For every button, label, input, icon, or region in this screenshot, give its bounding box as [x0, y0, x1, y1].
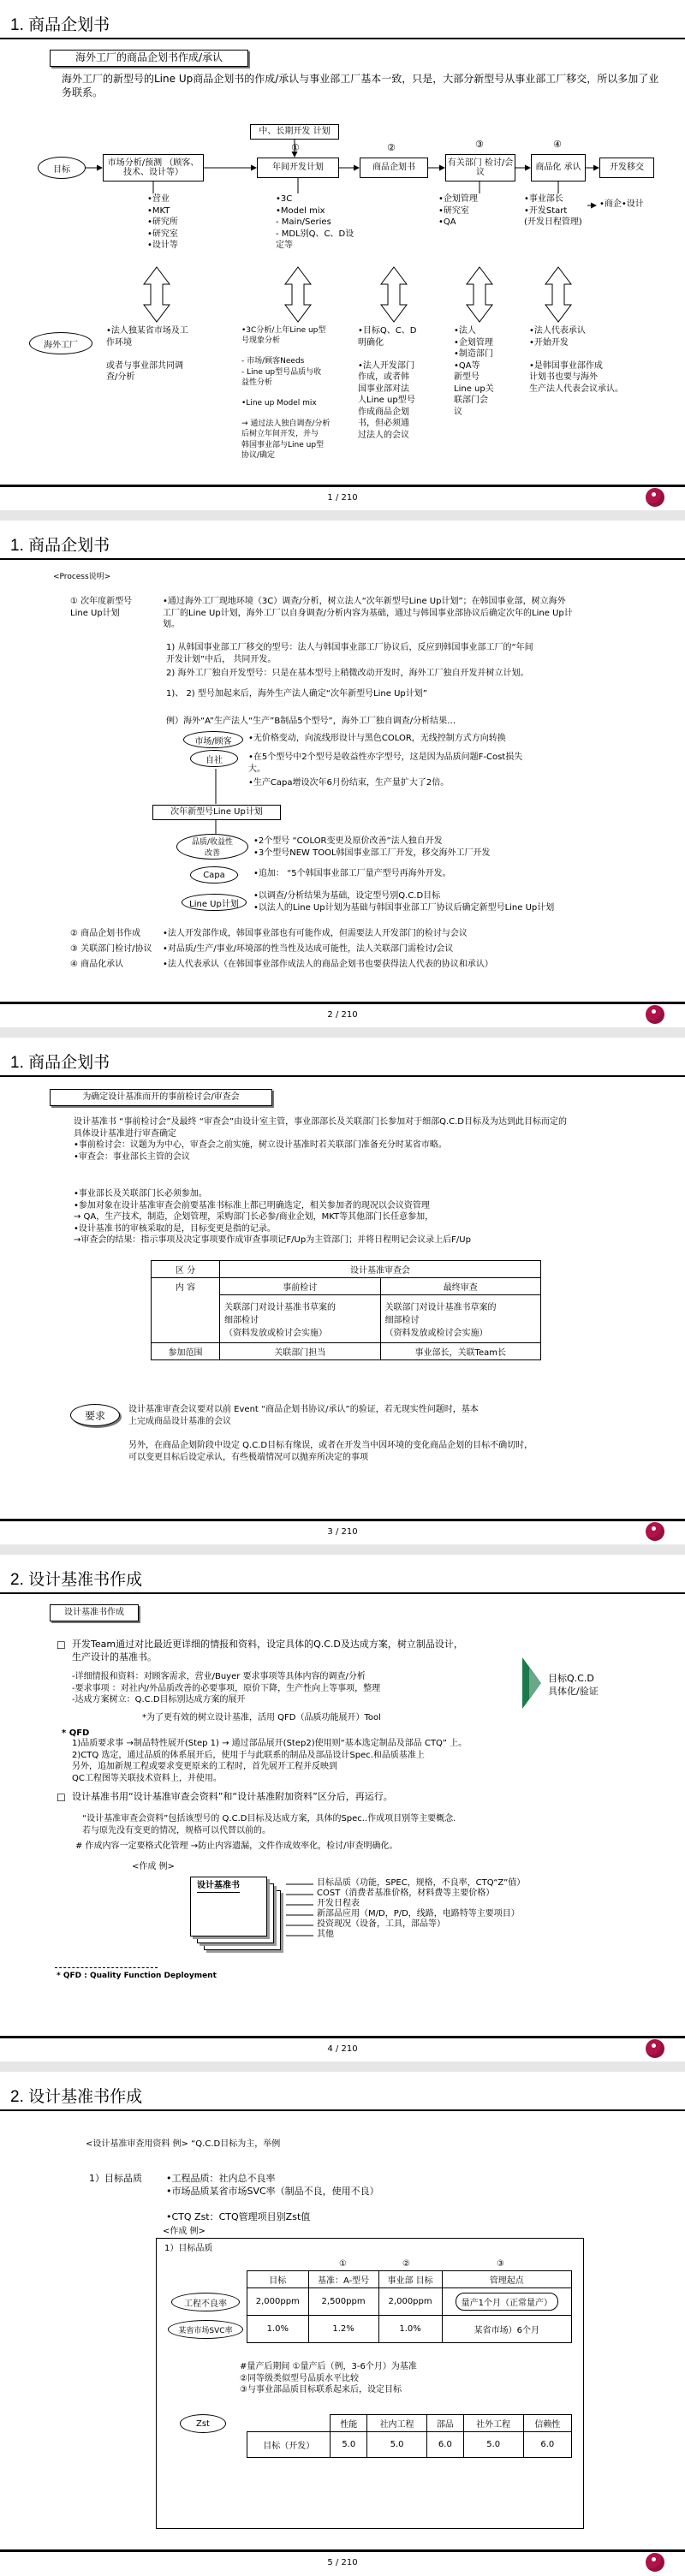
- lg-logo-icon: [646, 1522, 664, 1541]
- table-cell: 参加范围: [152, 1343, 220, 1360]
- footnote: * QFD : Quality Function Deployment: [57, 1972, 217, 1980]
- step-num-1: ①: [291, 142, 300, 153]
- step-num-2: ②: [387, 142, 396, 153]
- example-oval-lineup: Line Up计划: [182, 894, 247, 911]
- subtitle-box: 海外工厂的商品企划书作成/承认: [50, 50, 248, 67]
- example-label: <作成 例>: [163, 2227, 206, 2236]
- lg-logo-icon: [646, 1005, 664, 1024]
- table-cell: 5.0: [331, 2432, 367, 2458]
- table-cell: 基准：A-型号: [308, 2271, 378, 2288]
- bottom-col1: •法人独某省市场及工 作环境 或者与事业部共同调 查/分析: [106, 326, 188, 382]
- slide-3: [0, 1038, 685, 1544]
- col2-text: •3C •Model mix - Main/Series - MDL别Q、C、D设 定等: [276, 194, 354, 250]
- quality-table: [247, 2270, 572, 2343]
- table-cell: 2,500ppm: [308, 2288, 378, 2316]
- slide-title: 1. 商品企划书: [10, 1054, 110, 1072]
- example-t1: •无价格变动，向流线形设计与黑色COLOR，无线控制方式方向转换: [248, 734, 506, 743]
- notes: #量产后期间 ①量产后（例，3-6个月）为基准 ②同等级类似型号品质水平比较 ③与事业部品质目标联系起来后，设定目标: [240, 2362, 417, 2395]
- num-1: ①: [339, 2259, 347, 2269]
- step-num-3: ③: [475, 139, 484, 150]
- table-cell: 目标（开发）: [247, 2432, 331, 2458]
- step-market-analysis: 市场分析/预测 （顾客、技术、设计等）: [103, 154, 204, 181]
- slide-gap: [0, 1027, 685, 1038]
- intro-text: 海外工厂的新型号的Line Up商品企划书的作成/承认与事业部工厂基本一致，只是，大部分新型号从事业部工厂移交，所以多加了业务联系。: [62, 73, 659, 99]
- label-market-svc: 某省市场SVC率: [168, 2320, 243, 2339]
- table-cell: 1.0%: [378, 2316, 442, 2343]
- table-cell: 信赖性: [523, 2415, 571, 2432]
- table-cell: [247, 2415, 331, 2432]
- table-cell: 关联部门担当: [220, 1343, 381, 1360]
- para1: 设计基准书 “事前检讨会”及最终 “审查会”由设计室主管，事业部部长及关联部门长参加对于细部Q.C.D目标及为达到此目标而定的 具体设计基准进行审查确定 •事前检讨会：议题为为中心，审查会之前实施，树立设计基准时若关联部门准备充分时某省市略。 •审查会：事业部长主管的会议: [74, 1117, 567, 1162]
- step-handover: 开发移交: [599, 158, 654, 178]
- doc-title: 设计基准书: [197, 1880, 240, 1893]
- example-text: 例）海外“A”生产法人“生产”B制品5个型号”，海外工厂独自调查/分析结果…: [166, 717, 456, 726]
- subtitle-box: 为确定设计基准而开的事前检讨会/审查会: [50, 1089, 272, 1106]
- review-table: [151, 1260, 541, 1360]
- para2: •事业部长及关联部门长必须参加。 •参加对象在设计基准审查会前要基准书标准上都已明确选定，相关参加者的现况以会议资管理 → QA，生产技术，制造，企划管理，采购部门长必参/商业企划，MKT等其他部门长任意参加， •设计基准书的审核采取的是，目标变更是指的记录。 →审查会的结果：指示事项及决定事项要作成审查事项记F/Up为主管部门；并将日程明记会议录上后F/Up: [74, 1189, 471, 1245]
- step-product-plan: 商品企划书: [360, 158, 428, 178]
- doc-connectors: [0, 1555, 685, 2061]
- page-number: 5 / 210: [327, 2558, 358, 2567]
- table-cell: 设计基准审查会: [220, 1261, 541, 1278]
- table-cell: 事业部 目标: [378, 2271, 442, 2288]
- form-label: <作成 例>: [132, 1862, 175, 1871]
- intro-text: <设计基准审查用资料 例> “Q.C.D目标为主，举例: [86, 2139, 281, 2149]
- item2-text: •法人开发部作成，韩国事业部也有可能作成，但需要法人开发部门的检讨与会议: [163, 929, 468, 938]
- item4-label: ④ 商品化承认: [70, 960, 124, 969]
- long-term-plan-box: 中、长期开发 计划: [250, 124, 339, 140]
- lg-logo-icon: [646, 2039, 664, 2058]
- slide-5: [0, 2072, 685, 2576]
- slide-title: 2. 设计基准书作成: [10, 1571, 143, 1589]
- footer-rule: [0, 485, 685, 487]
- goal-oval: 目标: [38, 157, 86, 179]
- example-t6: •以调查/分析结果为基础，设定型号别Q.C.D目标 •以法人的Line Up计划为基础与韩国事业部工厂协议后确定新型号Line Up计划: [253, 891, 555, 913]
- col1-text: •营业 •MKT •研究所 •研究室 •设计等: [147, 194, 178, 250]
- item4-text: •法人代表承认（在韩国事业部作成法人的商品企划书也要获得法人代表的协议和承认）: [163, 960, 493, 969]
- factory-oval: 海外工厂: [29, 332, 92, 354]
- subtitle-box: 设计基准书作成: [50, 1604, 139, 1621]
- step-num-4: ④: [553, 139, 562, 150]
- table-cell: 1.0%: [247, 2316, 309, 2343]
- table-cell: 6.0: [427, 2432, 464, 2458]
- slide-title: 1. 商品企划书: [10, 16, 110, 34]
- para4: 设计基准书用“设计基准审查会资料”和“设计基准附加资料”区分后，再运行。: [72, 1791, 393, 1802]
- qfd-text: 1)品质要求事 →制品特性展开(Step 1) → 通过部品展开(Step2)使用则“基本选定制品及部品 CTQ” 上。 2)CTQ 选定，通过品质的体系展开后，使用于与此联系的制品及部品设计Spec.和品质基准上 另外，追加新规工程或要求变更原来的工程时，首先展开工程并反映到 QC工程图等关联技术资料上，并使用。: [72, 1739, 468, 1783]
- qfd-label: * QFD: [62, 1728, 90, 1738]
- table-cell: 目标: [247, 2271, 309, 2288]
- table-cell: 内 容: [152, 1278, 220, 1343]
- para3: *为了更有效的树立设计基准，活用 QFD（品质功能展开）Tool: [142, 1713, 381, 1722]
- step-dept-review: 有关部门 检讨/会议: [445, 154, 515, 181]
- table-cell: 事业部长，关联Team长: [380, 1343, 541, 1360]
- page-number: 3 / 210: [327, 1527, 358, 1537]
- table-cell: 社内工程: [367, 2415, 427, 2432]
- key-text-1: 设计基准审查会议要对以前 Event “商品企划书协议/承认”的验证，若无现实性问题时，基本 上完成商品设计基准的会议: [128, 1405, 479, 1426]
- table-cell: 性能: [331, 2415, 367, 2432]
- para2: -详细情报和资料：对顾客需求，营业/Buyer 要求事项等具体内容的调查/分析 -要求事项 ：对社内/外品质改善的必要事项，原价下降，生产性向上等事项，整理 -达成方案树立：Q.C.D目标别达成方案的展开: [72, 1672, 381, 1704]
- lg-logo-icon: [646, 488, 664, 507]
- slide-title: 1. 商品企划书: [10, 537, 110, 555]
- footer-rule: [0, 1002, 685, 1004]
- slide-4: [0, 1555, 685, 2061]
- table-cell: 5.0: [367, 2432, 427, 2458]
- slide-1: [0, 0, 685, 510]
- sub1-text: 1) 从韩国事业部工厂移交的型号：法人与韩国事业部工厂协议后，反应到韩国事业部工厂的“年间 开发计划”中后， 共同开发。: [166, 643, 533, 664]
- footer-rule: [0, 2549, 685, 2552]
- item1-text: •工程品质：社内总不良率 •市场品质某省市场SVC率（制品不良，使用不良） •CTQ Zst：CTQ管理项目别Zst值: [166, 2173, 379, 2222]
- table-cell: 关联部门对设计基准书草案的 细部检讨 （资料发放或检讨会实施）: [380, 1295, 541, 1343]
- col4-text: •事业部长 •开发Start (开发日程管理): [524, 194, 582, 227]
- table-cell: 6.0: [523, 2432, 571, 2458]
- table-cell: [442, 2288, 571, 2316]
- example-t5: •追加： “5个韩国事业部工厂量产型号再海外开发。: [253, 869, 451, 878]
- table-cell: 5.0: [463, 2432, 523, 2458]
- table-cell: 关联部门对设计基准书草案的 细部检讨 （资料发放或检讨会实施）: [220, 1295, 381, 1343]
- footer-rule: [0, 1519, 685, 1521]
- table-cell: 1.2%: [308, 2316, 378, 2343]
- col4b-text: •商企•设计: [599, 199, 644, 209]
- example-t4: •2个型号 “COLOR变更及原价改善”法人独自开发 •3个型号NEW TOOL韩国事业部工厂开发，移交海外工厂开发: [253, 836, 491, 858]
- slide-gap: [0, 2061, 685, 2072]
- slide-gap: [0, 1544, 685, 1555]
- example-oval-market: 市场/顾客: [183, 731, 243, 748]
- key-oval: 要求: [70, 1404, 120, 1426]
- step-annual-plan: 年间开发计划: [257, 158, 339, 178]
- example-oval-capa: Capa: [190, 866, 238, 883]
- step-approval: 商品化 承认: [531, 154, 586, 181]
- example-oval-self: 自社: [190, 750, 238, 767]
- process-label: <Process说明>: [53, 573, 111, 581]
- table-cell: 区 分: [152, 1261, 220, 1278]
- checkbox-icon: ☐: [57, 1639, 66, 1651]
- item3-text: •对品质/生产/事业/环境部的性当性及达成可能性，法人关联部门需检讨/会议: [163, 944, 454, 954]
- slide-title: 2. 设计基准书作成: [10, 2088, 143, 2106]
- mgmt-start-oval: 量产1个月（正常量产）: [456, 2293, 558, 2311]
- item1-text: •通过海外工厂现地环境（3C）调查/分析，树立法人“次年新型号Line Up计划”；在韩国事业部，树立海外 工厂的Line Up计划，海外工厂以自身调查/分析内容为基础，通过与韩国事业部协议后确定次年的Line Up计 划。: [163, 597, 573, 629]
- table-cell: 事前检讨: [220, 1278, 381, 1295]
- next-year-plan-box: 次年新型号Line Up计划: [152, 805, 281, 820]
- key-text-2: 另外，在商品企划阶段中设定 Q.C.D目标有缘误，或者在开发当中因环境的变化商品企划的目标不确切时， 可以变更目标后设定承认，有些极端情况可以抛弃所决定的事项: [128, 1441, 533, 1462]
- bottom-col3: •目标Q、C、D 明确化 •法人开发部门 作成，或者韩 国事业部对法 人Line up型号 作成商品企划 书，但必须通 过法人的会议: [358, 326, 417, 440]
- footer-rule: [0, 2036, 685, 2038]
- table-cell: 部品: [427, 2415, 464, 2432]
- num-3: ③: [497, 2259, 504, 2269]
- page-number: 4 / 210: [327, 2044, 358, 2054]
- col3-text: •企划管理 •研究室 •QA: [438, 194, 478, 227]
- doc-items: 目标品质（功能，SPEC，规格，不良率，CTQ“Z”值） COST（消费者基准价格，材料费等主要价格） 开发日程表 新部品应用（M/D，P/D，线路，电路特等主要项目） 投资现况（设备，工具，部品等） 其他: [317, 1878, 526, 1939]
- item1-label: 1）目标品质: [89, 2173, 142, 2184]
- bottom-col4: •法人 •企划管理 •制造部门 •QA等 新型号 Line up关 联部门会 议: [454, 326, 494, 417]
- item2-label: ② 商品企划书作成: [70, 929, 141, 938]
- num-2: ②: [402, 2259, 410, 2269]
- lg-logo-icon: [646, 2553, 664, 2572]
- table-cell: 某省市场）6个月: [442, 2316, 571, 2343]
- table-cell: 管理起点: [442, 2271, 571, 2288]
- table-cell: 2,000ppm: [378, 2288, 442, 2316]
- para6: # 作成内容一定要格式化管理 →防止内容遗漏，文件作成效率化，检讨/审查明确化。: [75, 1841, 398, 1851]
- page-number: 2 / 210: [327, 1010, 358, 1020]
- bottom-col2: •3C分析/上年Line up型 号现象分析 - 市场/顾客Needs - Line up型号品质与收 益性分析 •Line up Model mix → 通过法人独自调查/分析 后树立年间开发，并与 韩国事业部与Line up型 协议/确定: [241, 326, 331, 460]
- para1: 开发Team通过对比最近更详细的情报和资料，设定具体的Q.C.D及达成方案，树立制品设计， 生产设计的基准书。: [72, 1639, 463, 1663]
- para5: “设计基准审查会资料”包括该型号的 Q.C.D目标及达成方案，具体的Spec..作成项目别等主要概念. 若与原先没有变更的情况，规格可以代替以前的。: [82, 1814, 456, 1835]
- checkbox-icon: ☐: [57, 1792, 66, 1804]
- side-note: 目标Q.C.D 具体化/验证: [548, 1673, 599, 1697]
- zst-table: [247, 2414, 572, 2458]
- table-cell: 社外工程: [463, 2415, 523, 2432]
- example-t2: •在5个型号中2个型号是收益性亦字型号，这是因为品质问题F-Cost损失 大。: [248, 753, 523, 774]
- label-process-defect: 工程不良率: [171, 2293, 240, 2311]
- item1-label: ① 次年度新型号 Line Up计划: [70, 597, 133, 618]
- title-rule: [0, 1075, 685, 1077]
- page-number: 1 / 210: [327, 493, 358, 503]
- example-oval-quality: 品质/收益性 改善: [176, 834, 248, 860]
- sub2-text: 2) 海外工厂独自开发型号：只是在基本型号上稍微改动开发时，海外工厂独自开发并树立计划。: [166, 669, 529, 678]
- label-zst: Zst: [180, 2414, 226, 2433]
- footnote-rule: [55, 1967, 158, 1968]
- slide-gap: [0, 510, 685, 521]
- item3-label: ③ 关联部门检讨/协议: [70, 944, 152, 954]
- table-cell: 2,000ppm: [247, 2288, 309, 2316]
- sub3-text: 1)、 2) 型号加起来后，海外生产法人确定“次年新型号Line Up计划”: [166, 689, 427, 699]
- bottom-col5: •法人代表承认 •开始开发 •是韩国事业部作成 计划书也要与海外 生产法人代表会议承认。: [529, 326, 623, 394]
- example-t3: •生产Capa增设次年6月份结束，生产量扩大了2倍。: [248, 778, 450, 788]
- slide-2: [0, 521, 685, 1027]
- title-rule: [0, 2109, 685, 2111]
- box-label: 1）目标品质: [164, 2244, 213, 2253]
- table-cell: 最终审查: [380, 1278, 541, 1295]
- flow-arrows: [0, 0, 685, 510]
